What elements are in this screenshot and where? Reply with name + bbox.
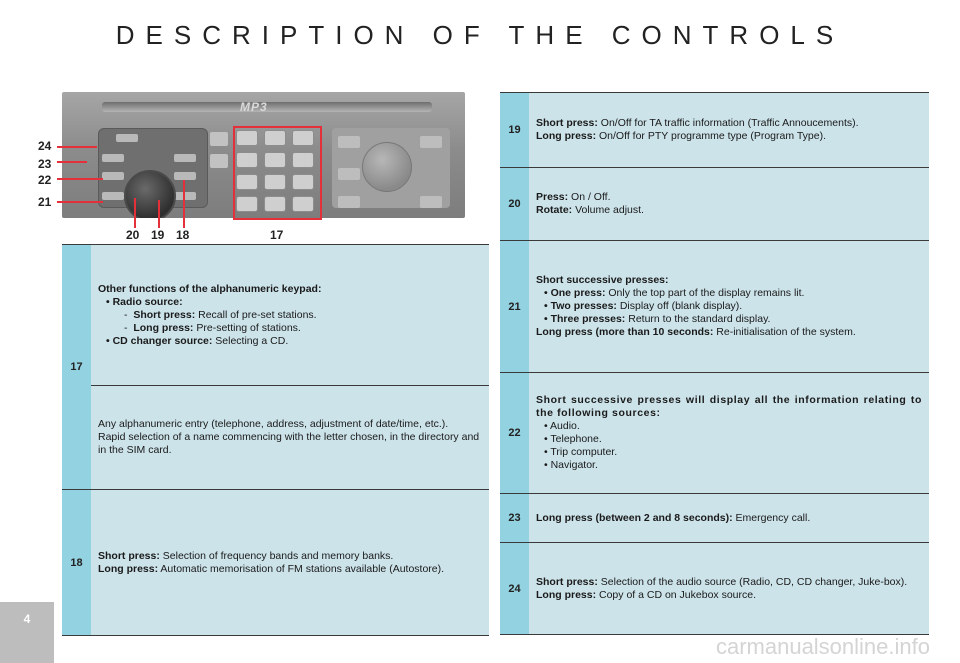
callout-line-22 — [57, 178, 103, 180]
side-button — [174, 172, 196, 180]
page-title: DESCRIPTION OF THE CONTROLS — [115, 20, 845, 50]
side-button — [102, 172, 124, 180]
control-number: 19 — [500, 93, 529, 167]
callout-line-19 — [158, 200, 160, 228]
callout-20: 20 — [126, 228, 140, 242]
nav-button — [420, 196, 442, 208]
navigation-knob — [362, 142, 412, 192]
keypad-highlight-frame — [233, 126, 322, 220]
volume-knob — [124, 170, 176, 218]
list-item: • Navigator. — [544, 459, 598, 471]
control-number: 22 — [500, 373, 529, 493]
control-number: 20 — [500, 168, 529, 240]
callout-line-20 — [134, 198, 136, 228]
nav-button — [338, 196, 360, 208]
callout-18: 18 — [176, 228, 190, 242]
row17-keypad-functions — [91, 245, 489, 386]
right-controls-table — [500, 92, 929, 634]
list-item: • Telephone. — [544, 433, 602, 445]
callout-22: 22 — [38, 173, 52, 187]
source-button — [116, 134, 138, 142]
watermark: carmanualsonline.info — [715, 634, 930, 659]
row18-text: Short press: Selection of frequency bands and memory banks. Long press: Automatic memorisation of FM stations available (Autostore). — [91, 490, 489, 635]
nav-button — [420, 136, 442, 148]
small-button — [210, 132, 228, 146]
callout-line-21 — [57, 201, 103, 203]
control-number: 21 — [500, 241, 529, 372]
row20-text: Press: On / Off. Rotate: Volume adjust. — [529, 168, 929, 240]
callout-23: 23 — [38, 157, 52, 171]
table-row-22 — [500, 373, 929, 494]
row19-text: Short press: On/Off for TA traffic information (Traffic Annoucements). Long press: On/Off for PTY programme type (Program Type). — [529, 93, 929, 167]
callout-19: 19 — [151, 228, 165, 242]
keypad-heading: Other functions of the alphanumeric keypad: — [98, 282, 322, 295]
callout-17: 17 — [270, 228, 284, 242]
left-controls-table — [62, 244, 489, 635]
table-row-17 — [62, 245, 489, 489]
row22-text: Short successive presses will display all the information relating to the following sources: • Audio. • Telephone. • Trip computer. • Navigator. — [529, 373, 929, 493]
nav-button — [338, 168, 360, 180]
cd-changer-line: • CD changer source: Selecting a CD. — [106, 334, 289, 347]
side-button — [102, 192, 124, 200]
entry-line: Any alphanumeric entry (telephone, address, adjustment of date/time, etc.). — [98, 418, 449, 430]
control-number: 23 — [500, 494, 529, 542]
side-button — [102, 154, 124, 162]
table-row-21 — [500, 241, 929, 373]
callout-line-24 — [57, 146, 97, 148]
callout-line-18 — [183, 180, 185, 228]
side-button — [174, 192, 196, 200]
control-number: 17 — [62, 245, 91, 489]
list-item: • Trip computer. — [544, 446, 618, 458]
row24-text: Short press: Selection of the audio source (Radio, CD, CD changer, Juke-box). Long press: Copy of a CD on Jukebox source. — [529, 543, 929, 634]
callout-line-23 — [57, 161, 87, 163]
row23-text: Long press (between 2 and 8 seconds): Emergency call. — [529, 494, 929, 542]
page-number: 4 — [23, 612, 31, 626]
row17-alphanumeric-entry — [91, 386, 489, 489]
row21-text: Short successive presses: • One press: Only the top part of the display remains lit. • Two presses: Display off (blank display). • Three presses: Return to the standard display. Long press (more than 10 seconds: Re-initialisation of the system. — [529, 241, 929, 372]
short-press-line: - Short press: Recall of pre-set stations. — [124, 308, 317, 321]
mp3-label: MP3 — [240, 100, 268, 114]
table-row-20 — [500, 168, 929, 241]
control-number: 24 — [500, 543, 529, 634]
table-row-23 — [500, 494, 929, 543]
table-row-19 — [500, 93, 929, 168]
list-item: • Audio. — [544, 420, 580, 432]
nav-button — [338, 136, 360, 148]
small-button — [210, 154, 228, 168]
directory-line: Rapid selection of a name commencing with the letter chosen, in the directory and in the SIM card. — [98, 431, 480, 456]
side-button — [174, 154, 196, 162]
radio-source-label: • Radio source: — [106, 295, 183, 308]
table-row-18 — [62, 489, 489, 636]
table-row-24 — [500, 543, 929, 635]
control-number: 18 — [62, 490, 91, 635]
long-press-line: - Long press: Pre-setting of stations. — [124, 321, 301, 334]
callout-21: 21 — [38, 195, 52, 209]
callout-24: 24 — [38, 139, 52, 153]
